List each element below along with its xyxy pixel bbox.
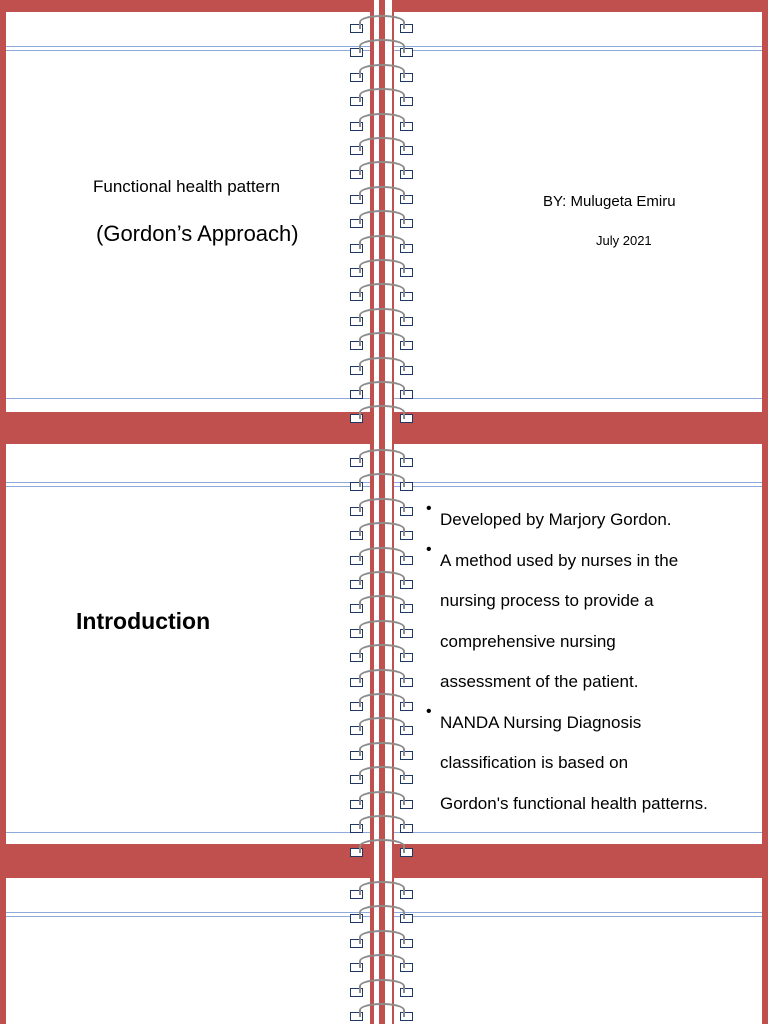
- slide-title: Functional health pattern: [93, 177, 281, 196]
- slide-3-right-page: [394, 878, 762, 1024]
- spiral-ring: [348, 479, 416, 493]
- ring-coil: [359, 620, 405, 634]
- ring-coil: [359, 357, 405, 371]
- ring-coil: [359, 1003, 405, 1017]
- spiral-ring: [348, 167, 416, 181]
- rule-line: [394, 486, 762, 487]
- ring-coil: [359, 405, 405, 419]
- ring-coil: [359, 644, 405, 658]
- spiral-ring: [348, 797, 416, 811]
- ring-coil: [359, 308, 405, 322]
- spiral-ring: [348, 216, 416, 230]
- spiral-ring: [348, 241, 416, 255]
- spiral-ring: [348, 387, 416, 401]
- ring-coil: [359, 839, 405, 853]
- rule-line: [6, 482, 370, 483]
- ring-coil: [359, 64, 405, 78]
- bullet-item: [426, 500, 708, 541]
- spiral-ring: [348, 143, 416, 157]
- spiral-ring: [348, 455, 416, 469]
- ring-coil: [359, 717, 405, 731]
- ring-coil: [359, 791, 405, 805]
- ring-coil: [359, 693, 405, 707]
- bullet-line: nursing process to provide a: [440, 591, 654, 610]
- spiral-ring: [348, 70, 416, 84]
- bullet-line: • A method used by nurses in the: [440, 550, 679, 570]
- ring-coil: [359, 766, 405, 780]
- ring-coil: [359, 332, 405, 346]
- section-heading: Introduction: [76, 608, 211, 634]
- slide-1-right-page: [394, 12, 762, 412]
- spiral-ring: [348, 772, 416, 786]
- spiral-ring: [348, 723, 416, 737]
- ring-coil: [359, 381, 405, 395]
- spiral-ring: [348, 119, 416, 133]
- spiral-ring: [348, 94, 416, 108]
- spiral-ring: [348, 314, 416, 328]
- ring-coil: [359, 259, 405, 273]
- ring-coil: [359, 979, 405, 993]
- spiral-ring: [348, 821, 416, 835]
- spiral-ring: [348, 289, 416, 303]
- ring-coil: [359, 137, 405, 151]
- bullet-line: • NANDA Nursing Diagnosis: [440, 712, 642, 732]
- spiral-ring: [348, 363, 416, 377]
- ring-coil: [359, 449, 405, 463]
- bullet-line: classification is based on: [440, 753, 629, 772]
- spiral-ring: [348, 338, 416, 352]
- ring-coil: [359, 161, 405, 175]
- ring-coil: [359, 742, 405, 756]
- ring-coil: [359, 473, 405, 487]
- spiral-ring: [348, 577, 416, 591]
- spiral-ring: [348, 650, 416, 664]
- spiral-ring: [348, 960, 416, 974]
- spiral-ring: [348, 601, 416, 615]
- spiral-ring: [348, 553, 416, 567]
- bullet-line: Gordon's functional health patterns.: [440, 793, 708, 813]
- spiral-ring: [348, 936, 416, 950]
- rule-line: [394, 482, 762, 483]
- rule-line: [6, 916, 370, 917]
- ring-coil: [359, 954, 405, 968]
- ring-coil: [359, 881, 405, 895]
- spiral-ring: [348, 1009, 416, 1023]
- rule-line: [6, 398, 370, 399]
- rule-line: [394, 912, 762, 913]
- rule-line: [6, 486, 370, 487]
- slide-3-left-page: [6, 878, 370, 1024]
- ring-coil: [359, 930, 405, 944]
- bullet-list: [426, 500, 708, 824]
- spiral-ring: [348, 911, 416, 925]
- ring-coil: [359, 186, 405, 200]
- ring-coil: [359, 669, 405, 683]
- spiral-ring: [348, 45, 416, 59]
- spiral-ring: [348, 411, 416, 425]
- ring-coil: [359, 522, 405, 536]
- spiral-ring: [348, 265, 416, 279]
- spiral-ring: [348, 21, 416, 35]
- spiral-ring: [348, 985, 416, 999]
- spiral-ring: [348, 845, 416, 859]
- spiral-ring: [348, 887, 416, 901]
- ring-coil: [359, 15, 405, 29]
- ring-coil: [359, 113, 405, 127]
- ring-coil: [359, 498, 405, 512]
- author-name: BY: Mulugeta Emiru: [543, 193, 676, 210]
- bullet-line: • Developed by Marjory Gordon.: [440, 510, 672, 529]
- slide-2-left-page: [6, 444, 370, 844]
- ring-coil: [359, 283, 405, 297]
- rule-line: [6, 46, 370, 47]
- ring-coil: [359, 547, 405, 561]
- ring-coil: [359, 39, 405, 53]
- ring-coil: [359, 815, 405, 829]
- ring-coil: [359, 210, 405, 224]
- bullet-item: [426, 703, 708, 825]
- rule-line: [394, 398, 762, 399]
- rule-line: [394, 832, 762, 833]
- spiral-ring: [348, 699, 416, 713]
- bullet-line: assessment of the patient.: [440, 672, 639, 691]
- slide-subtitle: (Gordon’s Approach): [96, 221, 299, 246]
- spiral-ring: [348, 192, 416, 206]
- spiral-ring: [348, 528, 416, 542]
- spiral-ring: [348, 504, 416, 518]
- bullet-line: comprehensive nursing: [440, 631, 616, 651]
- spiral-ring: [348, 626, 416, 640]
- rule-line: [394, 916, 762, 917]
- spiral-ring: [348, 748, 416, 762]
- spiral-ring: [348, 675, 416, 689]
- slide-1-left-page: [6, 12, 370, 412]
- rule-line: [6, 832, 370, 833]
- rule-line: [6, 50, 370, 51]
- ring-coil: [359, 905, 405, 919]
- ring-coil: [359, 235, 405, 249]
- rule-line: [394, 50, 762, 51]
- ring-coil: [359, 88, 405, 102]
- date-text: July 2021: [596, 233, 652, 248]
- ring-coil: [359, 571, 405, 585]
- rule-line: [6, 912, 370, 913]
- bullet-item: [426, 541, 708, 703]
- ring-coil: [359, 595, 405, 609]
- rule-line: [394, 46, 762, 47]
